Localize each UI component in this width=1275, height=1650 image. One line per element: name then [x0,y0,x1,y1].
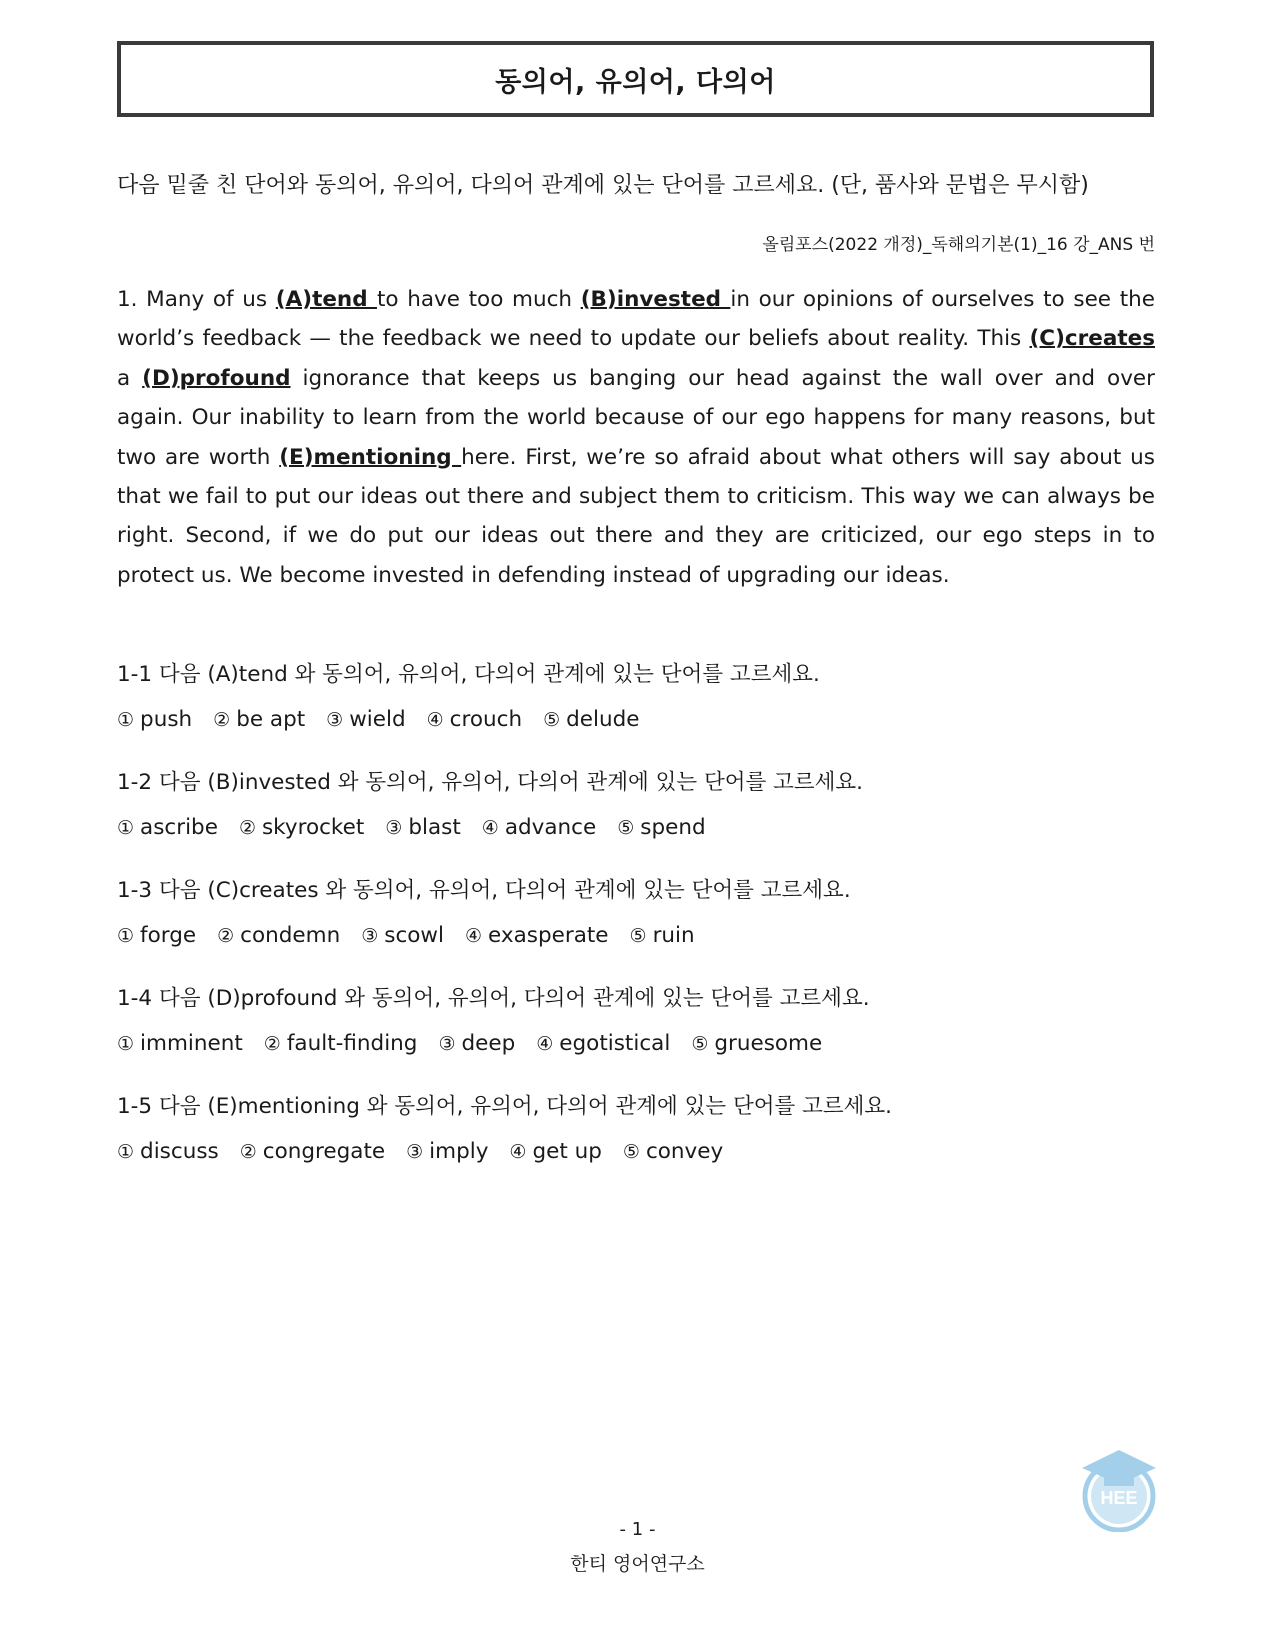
underlined-word-a: (A)tend [275,287,377,312]
option-number: ② [263,1033,281,1055]
option-number: ④ [426,709,444,731]
question-stem: 1-1 다음 (A)tend 와 동의어, 유의어, 다의어 관계에 있는 단어를 고르세요. [117,662,820,687]
option-2[interactable] [264,1028,418,1060]
page-title: 동의어, 유의어, 다의어 [495,66,776,98]
option-2[interactable] [217,920,340,952]
option-number: ① [117,1141,135,1163]
option-number: ③ [361,925,379,947]
option-2[interactable] [239,812,364,844]
option-text: get up [532,1139,602,1164]
option-number: ④ [464,925,483,947]
passage-text: here. First, we’re so afraid about what others will say about us that we fail to put our ideas out there and subject them to criticism. This way we can always be right. Second, if we do put our ideas out there and they are criticized, our ego steps in to protect us. We become invested in defending instead of upgrading our ideas. [117,444,1155,588]
option-text: blast [408,815,461,840]
option-2[interactable] [240,1136,385,1168]
option-text: deep [461,1031,516,1056]
instruction-text: 다음 밑줄 친 단어와 동의어, 유의어, 다의어 관계에 있는 단어를 고르세요. (단, 품사와 문법은 무시함) [117,173,1089,198]
option-text: crouch [449,707,523,732]
option-text: fault-finding [286,1031,418,1056]
underlined-word-d: (D)profound [142,365,291,391]
option-text: congregate [262,1139,386,1164]
option-text: spend [640,815,706,840]
answer-options [117,1028,1157,1060]
option-number: ⑤ [622,1141,640,1163]
option-3[interactable] [385,812,460,844]
option-number: ② [213,709,231,731]
option-number: ③ [385,817,403,839]
option-5[interactable] [691,1028,822,1060]
option-3[interactable] [406,1136,488,1168]
logo-text: HEE [1100,1488,1138,1508]
option-1[interactable] [117,812,218,844]
underlined-word-c: (C)creates [1029,326,1155,352]
option-text: imminent [140,1031,243,1056]
question-1-4 [117,983,1157,1091]
option-text: scowl [384,923,444,948]
option-number: ④ [536,1033,554,1055]
option-text: discuss [140,1139,219,1164]
option-text: push [140,707,193,732]
option-number: ③ [326,709,344,731]
option-text: convey [645,1139,724,1164]
passage-text: in our opinions of ourselves to see the world’s feedback — the feedback we need to update our beliefs about reality. This [117,287,1155,352]
option-3[interactable] [438,1028,515,1060]
question-stem: 1-4 다음 (D)profound 와 동의어, 유의어, 다의어 관계에 있는 단어를 고르세요. [117,986,870,1011]
option-4[interactable] [536,1028,670,1060]
passage-text: ignorance that keeps us banging our head against the wall over and over again. Our inability to learn from the world because of our ego happens for many reasons, but two are worth [117,365,1155,470]
option-number: ② [238,817,256,839]
question-stem: 1-3 다음 (C)creates 와 동의어, 유의어, 다의어 관계에 있는 단어를 고르세요. [117,878,851,903]
option-number: ④ [481,817,499,839]
underlined-word-e: (E)mentioning [279,444,462,470]
option-text: forge [140,923,197,948]
option-2[interactable] [213,704,305,736]
option-4[interactable] [465,920,609,952]
option-3[interactable] [361,920,444,952]
option-number: ① [117,925,135,947]
option-text: egotistical [559,1031,671,1056]
option-3[interactable] [326,704,405,736]
source-citation: 올림포스(2022 개정)_독해의기본(1)_16 강_ANS 번 [762,235,1155,255]
question-stem: 1-2 다음 (B)invested 와 동의어, 유의어, 다의어 관계에 있는 단어를 고르세요. [117,770,864,795]
footer-organization: 한티 영어연구소 [570,1553,705,1575]
option-number: ⑤ [629,925,647,947]
option-number: ⑤ [543,709,561,731]
option-text: skyrocket [261,815,365,840]
passage-text: a [117,365,143,391]
answer-options [117,812,1157,844]
answer-options [117,704,1157,736]
option-4[interactable] [482,812,596,844]
option-1[interactable] [117,704,192,736]
option-5[interactable] [617,812,705,844]
option-text: delude [566,707,640,732]
title-box [117,41,1154,117]
option-1[interactable] [117,1136,219,1168]
option-4[interactable] [509,1136,601,1168]
option-1[interactable] [117,1028,243,1060]
option-text: imply [429,1139,489,1164]
option-5[interactable] [623,1136,723,1168]
option-5[interactable] [543,704,639,736]
question-1-5 [117,1091,1157,1199]
question-list [117,659,1157,1199]
page-number: - 1 - [619,1519,656,1540]
option-number: ① [117,817,135,839]
option-text: exasperate [488,923,609,948]
option-text: wield [349,707,406,732]
option-number: ② [217,925,235,947]
option-text: be apt [236,707,306,732]
passage-text: 1. Many of us [117,287,276,312]
question-stem: 1-5 다음 (E)mentioning 와 동의어, 유의어, 다의어 관계에 있는 단어를 고르세요. [117,1094,893,1119]
option-number: ① [117,1033,135,1055]
option-number: ② [239,1141,257,1163]
option-1[interactable] [117,920,196,952]
option-text: gruesome [714,1031,823,1056]
option-text: ascribe [140,815,218,840]
option-text: condemn [240,923,341,948]
option-number: ③ [438,1033,456,1055]
option-5[interactable] [630,920,695,952]
answer-options [117,920,1157,952]
option-number: ③ [406,1141,424,1163]
option-text: advance [504,815,597,840]
question-1-2 [117,767,1157,875]
answer-options [117,1136,1157,1168]
question-1-3 [117,875,1157,983]
passage-text: to have too much [376,287,581,312]
option-4[interactable] [427,704,522,736]
option-number: ① [117,709,135,731]
option-number: ⑤ [617,817,635,839]
option-number: ⑤ [691,1033,709,1055]
underlined-word-b: (B)invested [580,287,731,312]
option-number: ④ [509,1141,527,1163]
reading-passage [117,280,1155,595]
option-text: ruin [652,923,695,948]
question-1-1 [117,659,1157,767]
